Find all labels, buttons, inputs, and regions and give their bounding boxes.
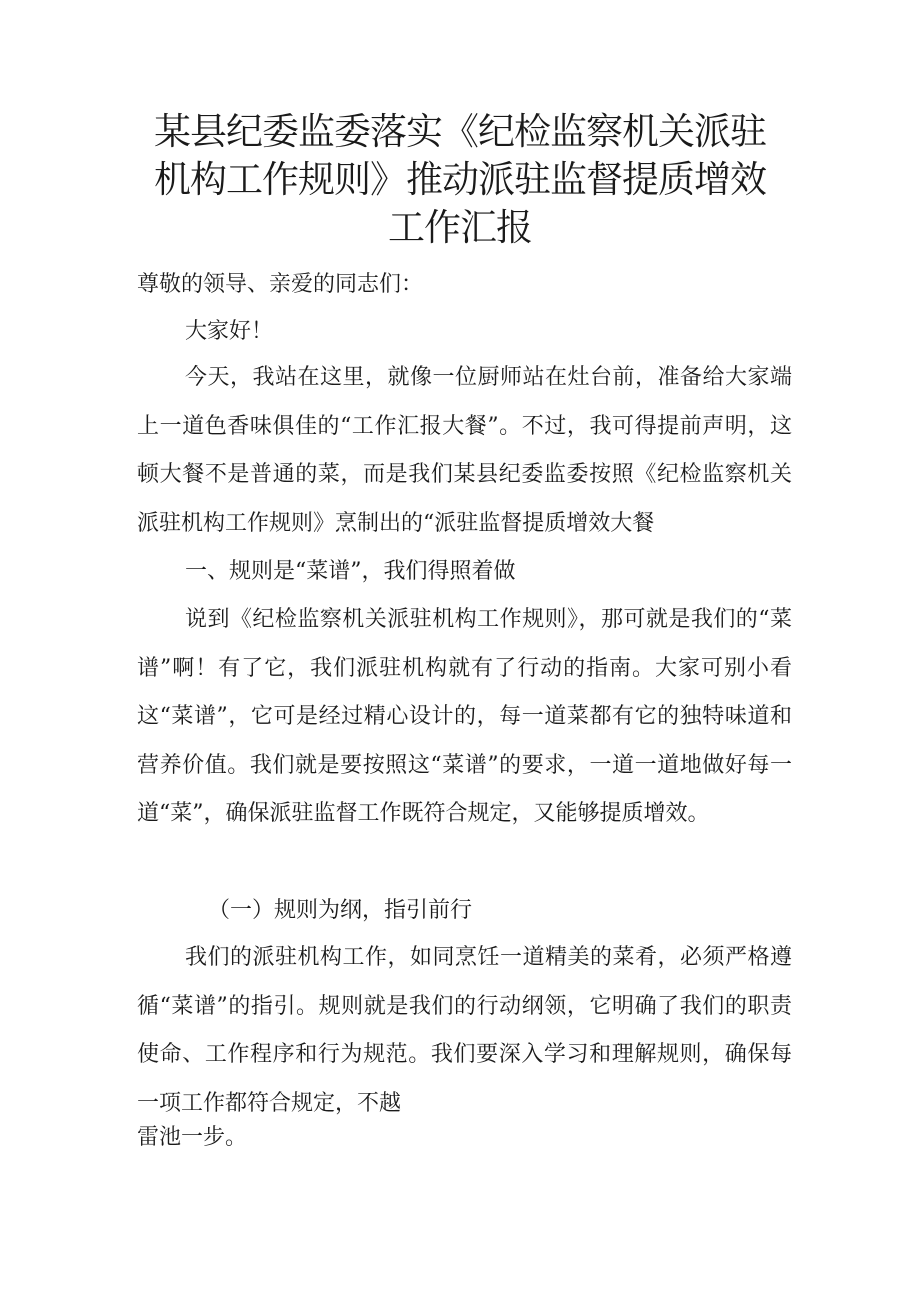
greeting: 大家好！ (185, 319, 274, 344)
subsection-1-heading: （一）规则为纲，指引前行 (208, 898, 473, 923)
document-title: 某县纪委监委落实《纪检监察机关派驻机构工作规则》推动派驻监督提质增效工作汇报 (154, 110, 766, 249)
subsection-1-body-tail: 雷池一步。 (137, 1125, 248, 1150)
subsection-1-body: 我们的派驻机构工作，如同烹饪一道精美的菜肴，必须严格遵循“菜谱”的指引。规则就是我们的行动纲领，它明确了我们的职责使命、工作程序和行为规范。我们要深入学习和理解规则，确保每一项工作都符合规定，不越 (137, 945, 792, 1116)
salutation: 尊敬的领导、亲爱的同志们： (137, 272, 424, 297)
section-1-heading: 一、规则是“菜谱”，我们得照着做 (185, 559, 516, 584)
section-1-body: 说到《纪检监察机关派驻机构工作规则》，那可就是我们的“菜谱”啊！有了它，我们派驻机构就有了行动的指南。大家可别小看这“菜谱”，它可是经过精心设计的，每一道菜都有它的独特味道和营养价值。我们就是要按照这“菜谱”的要求，一道一道地做好每一道“菜”，确保派驻监督工作既符合规定，又能够提质增效。 (137, 607, 792, 826)
intro-paragraph: 今天，我站在这里，就像一位厨师站在灶台前，准备给大家端上一道色香味俱佳的“工作汇报大餐”。不过，我可得提前声明，这顿大餐不是普通的菜，而是我们某县纪委监委按照《纪检监察机关派驻机构工作规则》烹制出的“派驻监督提质增效大餐 (137, 365, 792, 536)
